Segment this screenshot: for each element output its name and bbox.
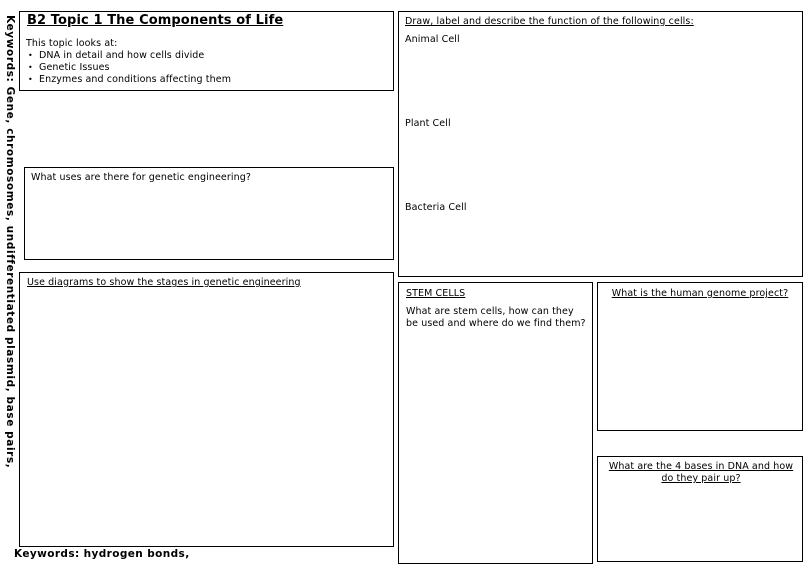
genome-prompt: What is the human genome project? [611, 288, 789, 299]
cells-box[interactable] [398, 11, 803, 277]
cells-prompt: Draw, label and describe the function of the following cells: [405, 16, 694, 27]
genetic-uses-prompt: What uses are there for genetic engineering? [31, 172, 252, 183]
animal-cell-label: Animal Cell [405, 34, 460, 45]
list-item: • DNA in detail and how cells divide [26, 50, 231, 62]
keywords-bottom: Keywords: hydrogen bonds, [14, 548, 190, 560]
intro-text: This topic looks at: [26, 38, 118, 49]
stem-cells-question: What are stem cells, how can they be used and where do we find them? [406, 306, 586, 329]
keywords-vertical: Keywords: Gene, chromosomes, undifferentiated plasmid, base pairs, [4, 15, 16, 469]
topic-list [26, 50, 231, 86]
list-item: • Enzymes and conditions affecting them [26, 74, 231, 86]
list-item: • Genetic Issues [26, 62, 231, 74]
title-box [19, 11, 394, 91]
bases-prompt: What are the 4 bases in DNA and how do they pair up? [608, 461, 794, 484]
genome-box[interactable] [597, 282, 803, 431]
genetic-uses-box[interactable] [24, 167, 394, 260]
stages-box[interactable] [19, 272, 394, 547]
stem-cells-box[interactable] [398, 282, 593, 564]
stem-cells-heading: STEM CELLS [406, 288, 466, 299]
stages-prompt: Use diagrams to show the stages in genetic engineering [27, 277, 301, 288]
page-title: B2 Topic 1 The Components of Life [27, 13, 284, 28]
bases-box[interactable] [597, 456, 803, 562]
bacteria-cell-label: Bacteria Cell [405, 202, 467, 213]
plant-cell-label: Plant Cell [405, 118, 451, 129]
